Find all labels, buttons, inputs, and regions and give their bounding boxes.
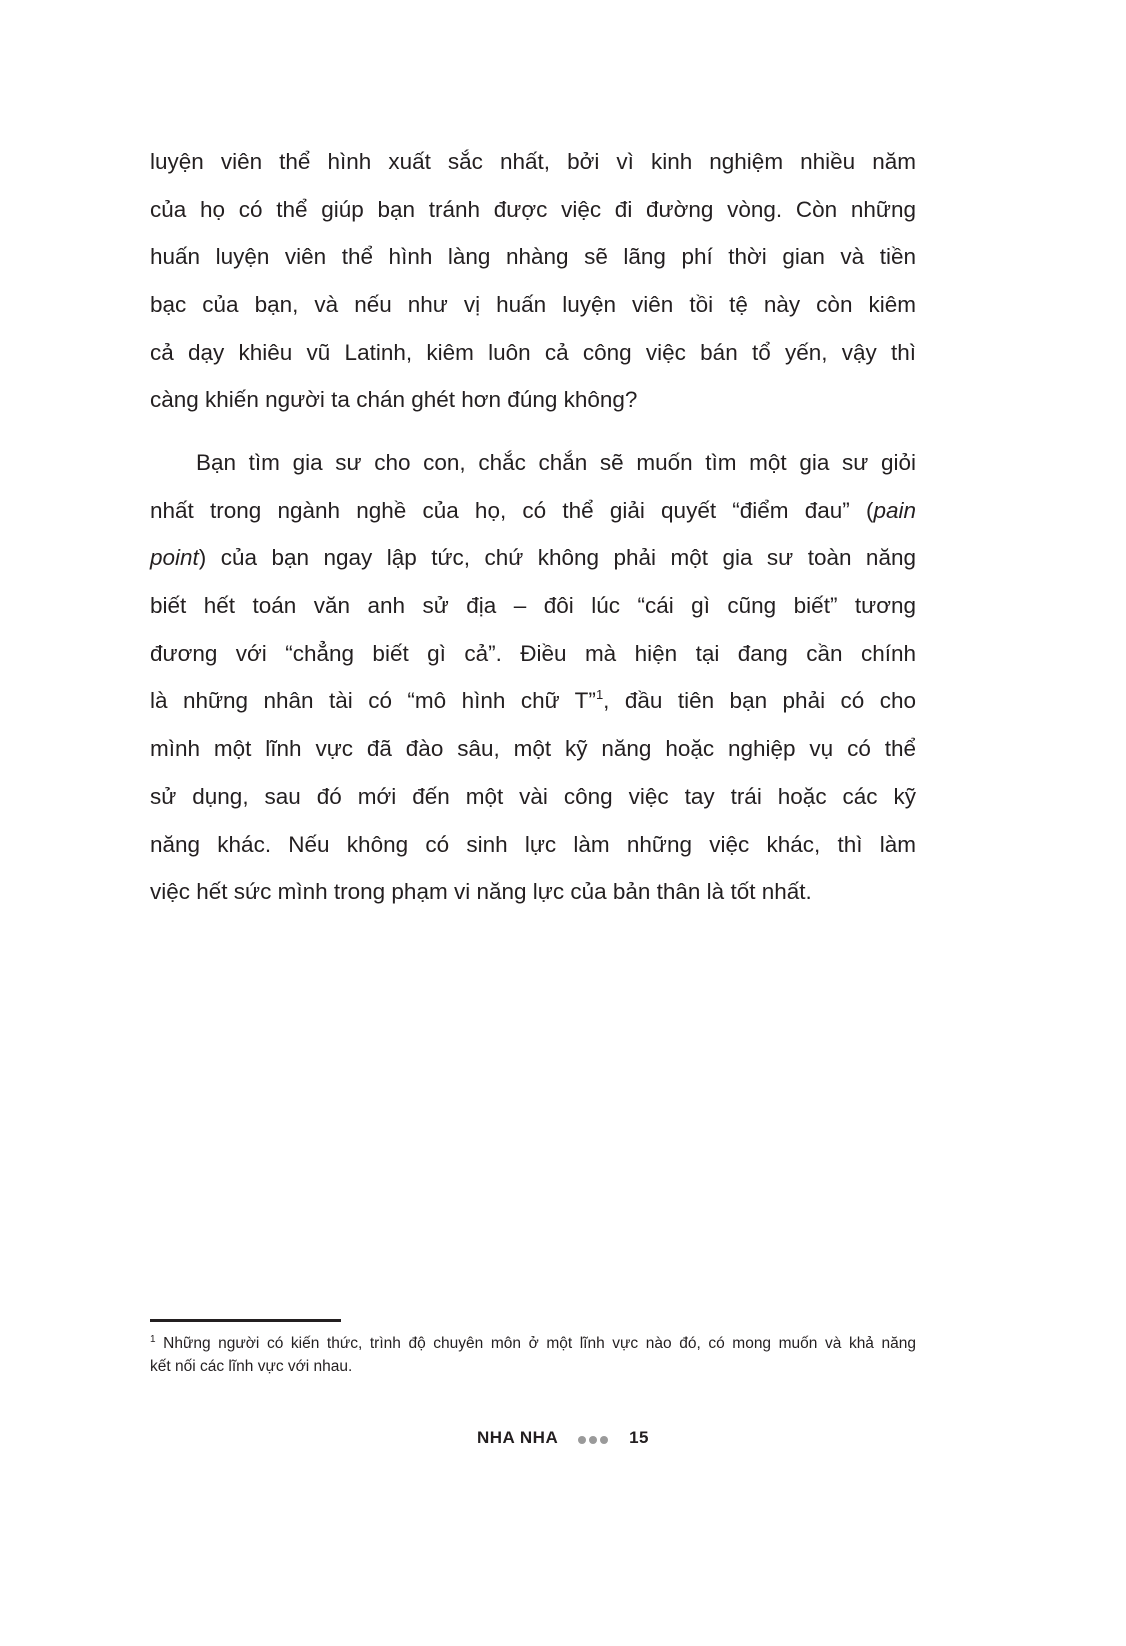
footnote (150, 1332, 916, 1378)
text-segment: huấn luyện viên thể hình làng nhàng sẽ lãng phí thời gian và tiền (150, 244, 916, 270)
text-line (150, 439, 916, 487)
text-segment: của họ có thể giúp bạn tránh được việc đi đường vòng. Còn những (150, 196, 916, 222)
text-line (150, 329, 916, 377)
text-segment: pain (873, 497, 916, 523)
text-line (150, 821, 916, 869)
text-segment: luyện viên thể hình xuất sắc nhất, bởi vì kinh nghiệm nhiều năm (150, 149, 916, 174)
text-line (150, 773, 916, 821)
text-line (150, 376, 916, 424)
text-segment: ) của bạn ngay lập tức, chứ không phải một gia sư toàn năng (198, 545, 916, 571)
dots-ornament-icon (577, 1429, 610, 1449)
text-segment: năng khác. Nếu không có sinh lực làm những việc khác, thì làm (150, 831, 916, 857)
text-segment: đương với “chẳng biết gì cả”. Điều mà hiện tại đang cần chính (150, 640, 916, 666)
page-footer (0, 1428, 1126, 1449)
text-line (150, 233, 916, 281)
footnote-marker: 1 (150, 1334, 156, 1345)
text-line (150, 138, 916, 186)
text-line (150, 487, 916, 535)
text-segment: nhất trong ngành nghề của họ, có thể giải quyết “điểm đau” ( (150, 497, 874, 523)
footnote-line (150, 1332, 916, 1355)
paragraph-1 (150, 138, 916, 424)
text-line (150, 534, 916, 582)
text-line (150, 186, 916, 234)
text-segment: bạc của bạn, và nếu như vị huấn luyện viên tồi tệ này còn kiêm (150, 292, 916, 318)
text-segment: càng khiến người ta chán ghét hơn đúng không? (150, 387, 638, 413)
book-title: NHA NHA (476, 1428, 558, 1447)
text-line (150, 281, 916, 329)
page-number: 15 (629, 1428, 649, 1447)
text-segment: Bạn tìm gia sư cho con, chắc chắn sẽ muốn tìm một gia sư giỏi (196, 450, 916, 475)
footnote-line: kết nối các lĩnh vực với nhau. (150, 1358, 353, 1375)
text-segment: point (150, 545, 199, 571)
footnote-text: Những người có kiến thức, trình độ chuyên môn ở một lĩnh vực nào đó, có mong muốn và khả năng (155, 1335, 916, 1352)
text-segment: biết hết toán văn anh sử địa – đôi lúc “cái gì cũng biết” tương (150, 593, 916, 619)
footnote-divider (150, 1319, 341, 1322)
text-line (150, 582, 916, 630)
text-segment: , đầu tiên bạn phải có cho (603, 688, 916, 714)
text-line (150, 630, 916, 678)
text-segment: là những nhân tài có “mô hình chữ T” (150, 688, 596, 714)
paragraph-2 (150, 439, 916, 916)
text-segment: mình một lĩnh vực đã đào sâu, một kỹ năng hoặc nghiệp vụ có thể (150, 736, 916, 762)
text-line (150, 868, 916, 916)
text-segment: sử dụng, sau đó mới đến một vài công việc tay trái hoặc các kỹ (150, 783, 916, 809)
text-segment: cả dạy khiêu vũ Latinh, kiêm luôn cả công việc bán tổ yến, vậy thì (150, 339, 916, 365)
text-segment: việc hết sức mình trong phạm vi năng lực của bản thân là tốt nhất. (150, 879, 812, 905)
text-line (150, 725, 916, 773)
text-line (150, 677, 916, 725)
footnote-reference: 1 (595, 687, 604, 703)
